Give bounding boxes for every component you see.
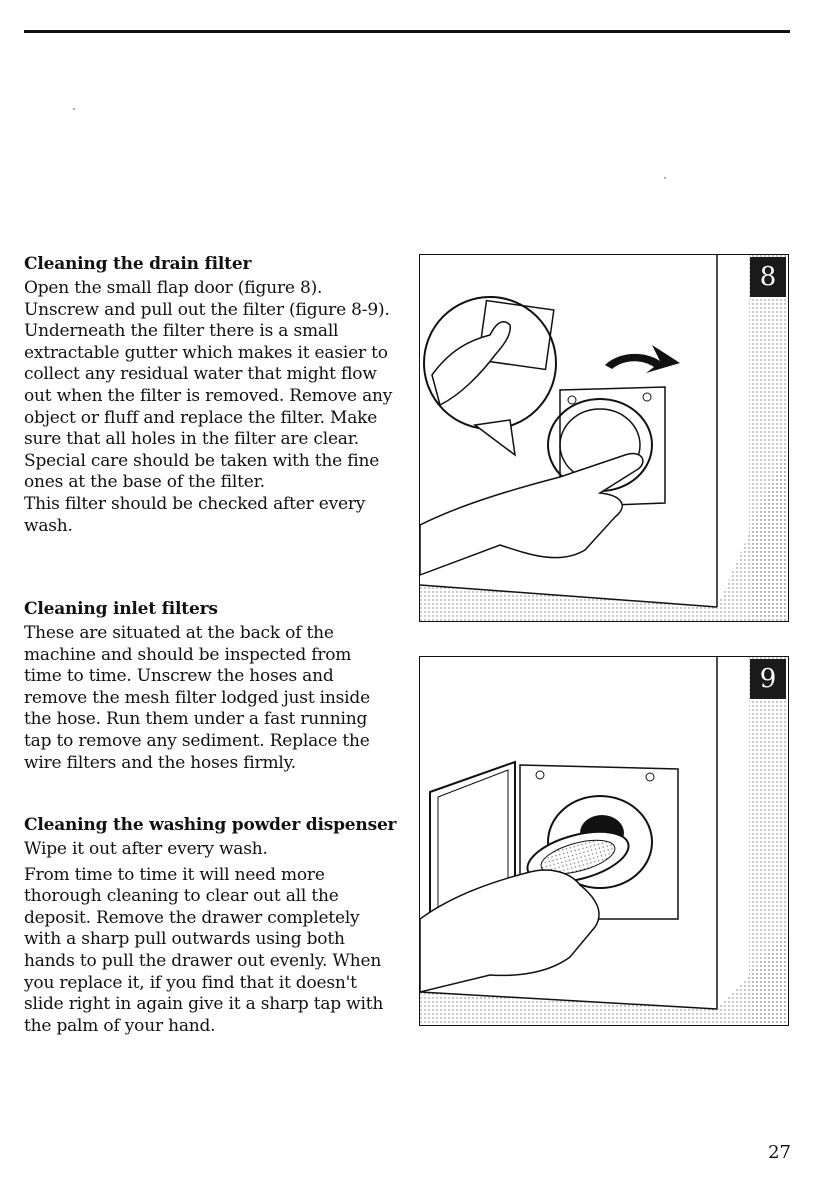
- figure-8-illustration: [420, 255, 788, 621]
- section-paragraph: These are situated at the back of the machine and should be inspected from time to time. Unscrew the hoses and remove the mesh filter lodged just inside the hose. Run them under a fast running tap to remove any sediment. Replace the wire filters and the hoses firmly.: [24, 623, 370, 773]
- figure-9-illustration: [420, 657, 788, 1025]
- section-inlet-filters: [24, 599, 404, 774]
- page-number: 27: [768, 1142, 791, 1163]
- section-heading: Cleaning the washing powder dispenser: [24, 815, 397, 835]
- scan-speck: [664, 177, 666, 179]
- figure-number-badge: 9: [750, 659, 786, 699]
- section-drain-filter: [24, 254, 404, 537]
- figure-number-badge: 8: [750, 257, 786, 297]
- figure-8: [419, 254, 789, 622]
- section-powder-dispenser: [24, 815, 404, 1037]
- section-paragraph: Wipe it out after every wash.: [24, 839, 268, 859]
- section-paragraph: From time to time it will need more thorough cleaning to clear out all the deposit. Remove the drawer completely with a sharp pull outwards using both hands to pull the drawer out evenly. When you replace it, if you find that it doesn't slide right in again give it a sharp tap with the palm of your hand.: [24, 864, 384, 1036]
- section-heading: Cleaning the drain filter: [24, 254, 252, 274]
- figure-9: [419, 656, 789, 1026]
- section-paragraph: This filter should be checked after every wash.: [24, 493, 366, 536]
- section-heading: Cleaning inlet filters: [24, 599, 218, 619]
- top-rule: [24, 30, 790, 33]
- section-paragraph: Open the small flap door (figure 8). Unscrew and pull out the filter (figure 8-9). Underneath the filter there is a small extractable gutter which makes it easier to collect any residual water that might flow out when the filter is removed. Remove any object or fluff and replace the filter. Make sure that all holes in the filter are clear. Special care should be taken with the fine ones at the base of the filter.: [24, 278, 393, 493]
- scan-speck: [73, 108, 75, 110]
